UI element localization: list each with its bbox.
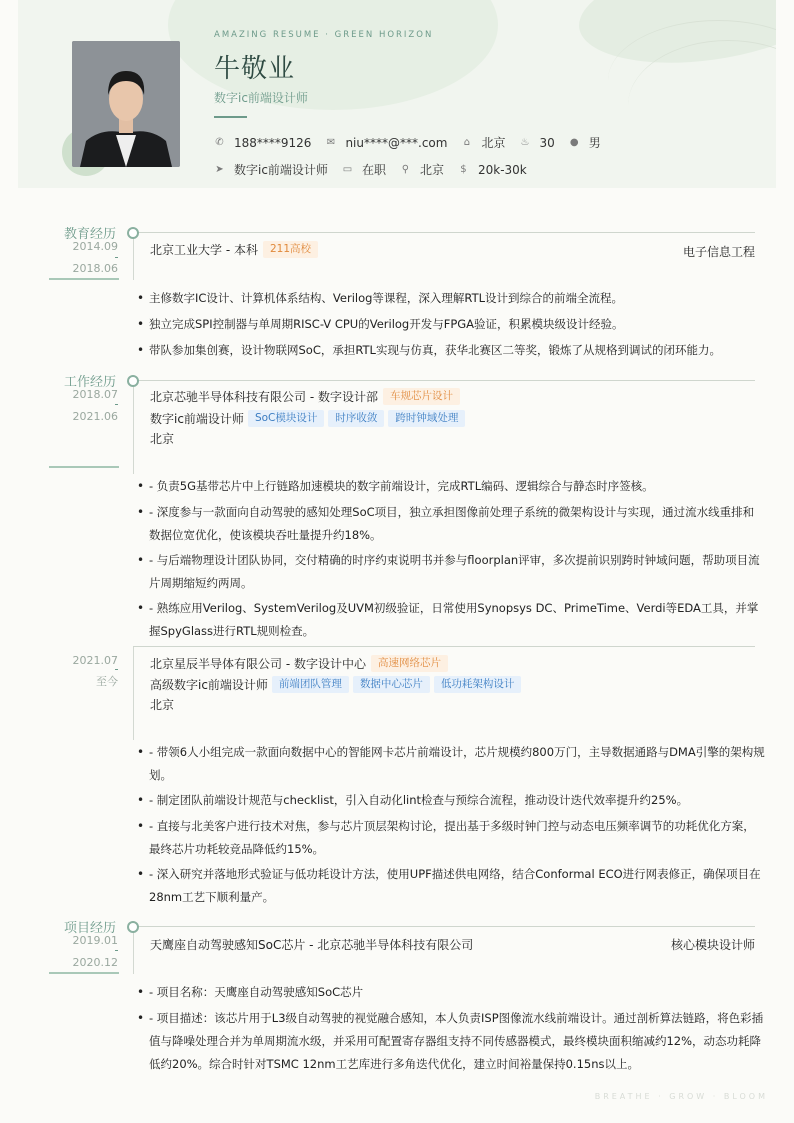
timeline-line [133,232,134,280]
section-title-education: 教育经历 [63,227,116,242]
list-item: • - 项目名称：天鹰座自动驾驶感知SoC芯片 [139,981,765,1004]
list-item: • 带队参加集创赛，设计物联网SoC，承担RTL实现与仿真，获华北赛区二等奖，锻炼了从规格到调试的闭环能力。 [139,339,765,362]
candidate-title: 数字ic前端设计师 [214,91,308,105]
section-divider [133,380,755,381]
email-item: ✉ niu****@***.com [326,135,448,150]
section-title-project: 项目经历 [63,921,116,936]
status-item: ▭ 在职 [342,163,386,177]
section-rule [49,466,119,468]
date-dash [115,257,118,258]
list-item: • - 项目描述：该芯片用于L3级自动驾驶的视觉融合感知，本人负责ISP图像流水线前端设计。通过剖析算法链路，将色彩插值与降噪处理合并为单周期流水级，并采用可配置寄存器组支持不同传感器模式，最终模块面积缩减约12%，动态功耗降低约20%。综合时针对TSMC 12nm工艺库进行多角迭代优化，建立时间裕量保持0.15ns以上。 [139,1007,765,1076]
job1-start-date: 2018.07 [72,388,118,401]
job2-end-date: 至今 [96,675,118,688]
phone-icon: ✆ [215,137,224,148]
section-rule [49,972,119,974]
job1-end-date: 2021.06 [72,410,118,423]
skill-tag: 数据中心芯片 [353,676,430,693]
send-icon: ➤ [215,164,224,175]
job2-company-line: 北京星辰半导体有限公司 - 数字设计中心 高速网络芯片 [150,655,448,672]
proj-start-date: 2019.01 [72,934,118,947]
timeline-line [133,646,134,740]
skill-tag: 低功耗架构设计 [434,676,522,693]
project-role: 核心模块设计师 [670,938,755,952]
salary-item: $ 20k-30k [458,163,527,177]
section-divider [133,232,755,233]
skill-tag: 前端团队管理 [272,676,349,693]
timeline-node [127,921,139,933]
list-item: • - 直接与北美客户进行技术对焦，参与芯片顶层架构讨论，提出基于多级时钟门控与动态电压频率调节的功耗优化方案，最终芯片功耗较竞品降低约15%。 [139,815,765,861]
skill-tag: 时序收敛 [328,410,384,427]
timeline-node [127,375,139,387]
list-item: • 独立完成SPI控制器与单周期RISC-V CPU的Verilog开发与FPGA验证，积累模块级设计经验。 [139,313,765,336]
edu-end-date: 2018.06 [72,262,118,275]
job-divider [133,646,755,647]
company-tag: 高速网络芯片 [371,655,448,672]
timeline-node [127,227,139,239]
briefcase-icon: ▭ [342,164,353,175]
job1-role-line: 数字ic前端设计师 SoC模块设计 时序收敛 跨时钟域处理 [150,410,465,427]
gender-item: ● 男 [569,136,601,150]
phone-item: ✆ 188****9126 [215,135,312,150]
edu-start-date: 2014.09 [72,240,118,253]
job1-company-line: 北京芯驰半导体科技有限公司 - 数字设计部 车规芯片设计 [150,388,460,405]
mail-icon: ✉ [326,137,336,148]
job-intent-row [214,161,541,178]
proj-end-date: 2020.12 [72,956,118,969]
section-title-work: 工作经历 [63,375,116,390]
date-dash [115,669,118,670]
date-dash [115,404,118,405]
skill-tag: 跨时钟域处理 [388,410,465,427]
list-item: • 主修数字IC设计、计算机体系结构、Verilog等课程，深入理解RTL设计到综合的前端全流程。 [139,287,765,310]
contact-row [214,134,615,151]
timeline-line [133,380,134,474]
city-item: ⌂ 北京 [461,134,505,151]
list-item: • - 深入研究并落地形式验证与低功耗设计方法，使用UPF描述供电网络，结合Conformal ECO进行网表修正，确保项目在28nm工艺下顺利量产。 [139,863,765,909]
eyebrow-text: AMAZING RESUME · GREEN HORIZON [214,30,434,40]
job2-role-line: 高级数字ic前端设计师 前端团队管理 数据中心芯片 低功耗架构设计 [150,676,521,693]
job2-start-date: 2021.07 [72,654,118,667]
money-icon: $ [460,164,467,175]
list-item: • - 深度参与一款面向自动驾驶的感知处理SoC项目，独立承担图像前处理子系统的微架构设计与实现，通过流水线重排和数据位宽优化，使该模块吞吐量提升约18%。 [139,501,765,547]
edu-major: 电子信息工程 [682,245,755,259]
location-item: ⚲ 北京 [401,163,444,177]
title-rule [214,116,247,118]
job2-city: 北京 [150,698,175,712]
list-item: • - 与后端物理设计团队协同，交付精确的时序约束说明书并参与floorplan评审，多次提前识别跨时钟域问题，帮助项目流片周期缩短约两周。 [139,549,765,595]
skill-tag: SoC模块设计 [248,410,324,427]
list-item: • - 制定团队前端设计规范与checklist，引入自动化lint检查与预综合流程，推动设计迭代效率提升约25%。 [139,789,765,812]
list-item: • - 熟练应用Verilog、SystemVerilog及UVM初级验证，日常使用Synopsys DC、PrimeTime、Verdi等EDA工具，并掌握SpyGlass进行RTL规则检查。 [139,597,765,643]
age-item: ♨ 30 [520,135,555,150]
section-rule [49,278,119,280]
section-divider [133,926,755,927]
footer-watermark: BREATHE · GROW · BLOOM [594,1092,768,1101]
project-name-line: 天鹰座自动驾驶感知SoC芯片 - 北京芯驰半导体科技有限公司 [150,938,474,952]
company-tag: 车规芯片设计 [383,388,460,405]
edu-school-line: 北京工业大学 - 本科 211高校 [150,241,318,258]
location-pin-icon: ⚲ [401,164,410,175]
date-dash [115,950,118,951]
avatar [72,41,180,167]
school-tag: 211高校 [263,241,318,258]
candidate-name: 牛敬业 [214,54,296,84]
gender-icon: ● [569,137,579,148]
timeline-line [133,926,134,974]
job1-city: 北京 [150,432,175,446]
intent-item: ➤ 数字ic前端设计师 [215,163,328,177]
cake-icon: ♨ [520,137,530,148]
list-item: • - 带领6人小组完成一款面向数据中心的智能网卡芯片前端设计，芯片规模约800万门，主导数据通路与DMA引擎的架构规划。 [139,741,765,787]
list-item: • - 负责5G基带芯片中上行链路加速模块的数字前端设计，完成RTL编码、逻辑综合与静态时序签核。 [139,475,765,498]
home-icon: ⌂ [463,137,471,148]
